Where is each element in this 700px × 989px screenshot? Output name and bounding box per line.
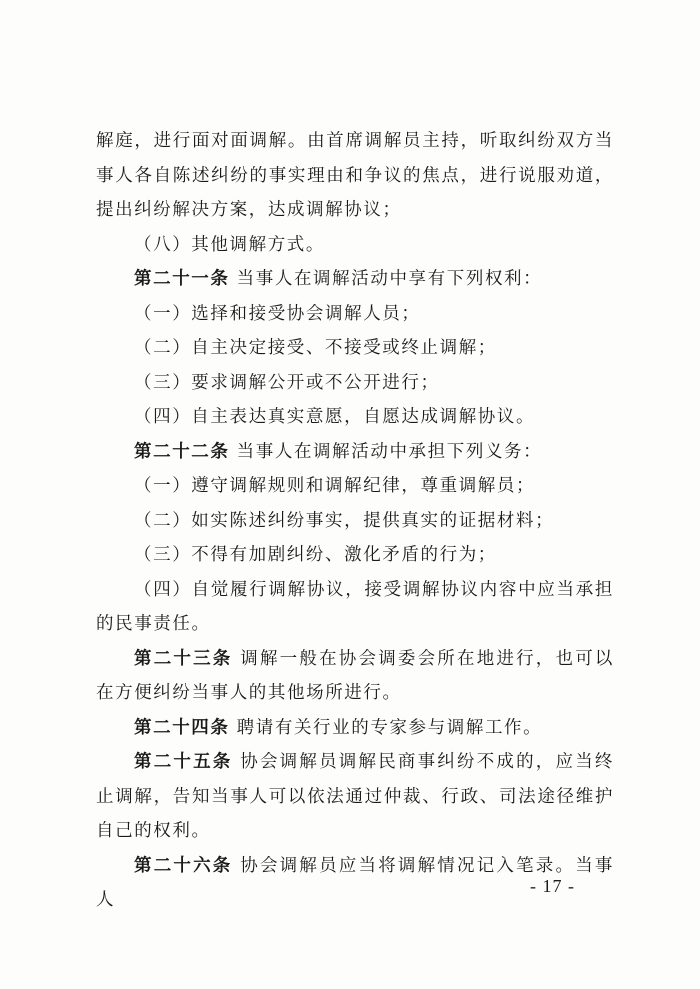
paragraph bbox=[96, 469, 614, 504]
article-heading: 第二十三条 bbox=[134, 648, 233, 669]
paragraph-text: 当事人在调解活动中承担下列义务： bbox=[229, 441, 543, 462]
paragraph bbox=[96, 297, 614, 332]
paragraph bbox=[96, 331, 614, 366]
paragraph-text: 解庭，进行面对面调解。由首席调解员主持，听取纠纷双方当事人各自陈述纠纷的事实理由和争议的焦点，进行说服劝道，提出纠纷解决方案，达成调解协议； bbox=[96, 131, 614, 220]
paragraph bbox=[96, 573, 614, 642]
paragraph bbox=[96, 400, 614, 435]
article-heading: 第二十四条 bbox=[134, 717, 230, 738]
paragraph bbox=[96, 124, 614, 228]
paragraph-text: （三）不得有加剧纠纷、激化矛盾的行为； bbox=[134, 545, 497, 565]
paragraph bbox=[96, 366, 614, 401]
paragraph bbox=[96, 538, 614, 573]
paragraph-text: 聘请有关行业的专家参与调解工作。 bbox=[229, 717, 543, 738]
article-heading: 第二十五条 bbox=[134, 752, 233, 772]
page-number: - 17 - bbox=[530, 876, 575, 896]
paragraph-text: （一）选择和接受协会调解人员； bbox=[134, 303, 421, 324]
article-paragraph bbox=[96, 642, 614, 711]
paragraph-text: （二）如实陈述纠纷事实，提供真实的证据材料； bbox=[134, 510, 555, 531]
paragraph-text: （四）自觉履行调解协议，接受调解协议内容中应当承担的民事责任。 bbox=[96, 579, 614, 634]
article-heading: 第二十六条 bbox=[134, 855, 233, 876]
paragraph bbox=[96, 228, 614, 263]
article-paragraph bbox=[96, 435, 614, 470]
article-paragraph bbox=[96, 262, 614, 297]
paragraph-text: （八）其他调解方式。 bbox=[134, 234, 325, 255]
paragraph-text: 调解一般在协会调委会所在地进行，也可以在方便纠纷当事人的其他场所进行。 bbox=[96, 648, 615, 703]
paragraph-text: 协会调解员调解民商事纠纷不成的，应当终止调解，告知当事人可以依法通过仲裁、行政、司法途径维护自己的权利。 bbox=[96, 752, 615, 841]
paragraph-text: （三）要求调解公开或不公开进行； bbox=[134, 372, 440, 393]
paragraph bbox=[96, 504, 614, 539]
article-heading: 第二十一条 bbox=[134, 269, 230, 289]
article-heading: 第二十二条 bbox=[134, 441, 230, 462]
body-text bbox=[96, 124, 614, 918]
article-paragraph bbox=[96, 745, 614, 849]
paragraph-text: 协会调解员应当将调解情况记入笔录。当事人 bbox=[96, 855, 615, 910]
paragraph-text: （一）遵守调解规则和调解纪律，尊重调解员； bbox=[134, 476, 536, 496]
paragraph-text: （四）自主表达真实意愿，自愿达成调解协议。 bbox=[134, 407, 536, 427]
article-paragraph bbox=[96, 711, 614, 746]
paragraph-text: 当事人在调解活动中享有下列权利： bbox=[229, 269, 543, 289]
paragraph-text: （二）自主决定接受、不接受或终止调解； bbox=[134, 338, 497, 358]
